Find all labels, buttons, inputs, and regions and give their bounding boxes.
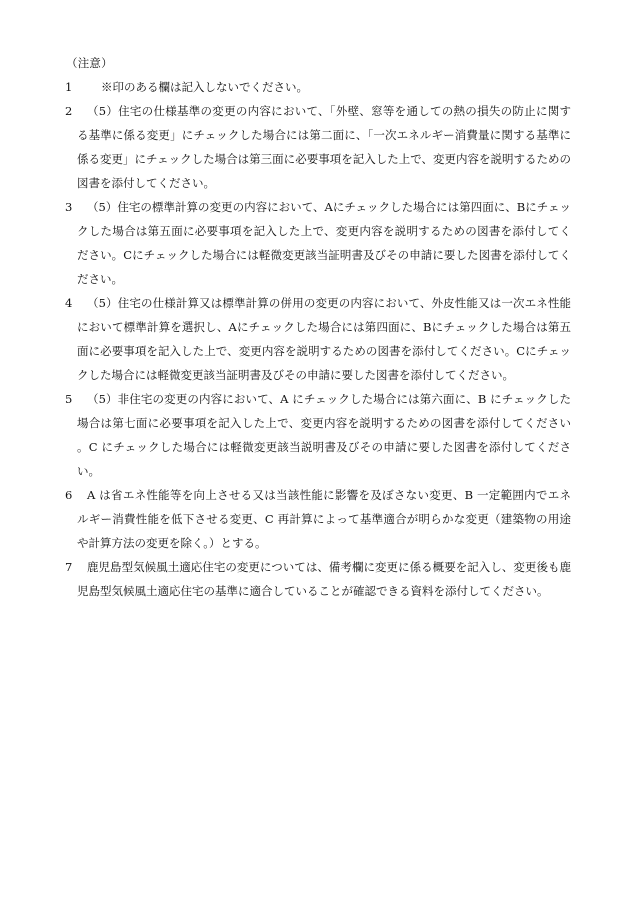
note-text: （5）住宅の仕様計算又は標準計算の併用の変更の内容において、外皮性能又は一次エネ性能において標準計算を選択し、Aにチェックした場合には第四面に、Bにチェックした場合は第五面に必要事項を記入した上で、変更内容を説明するための図書を添付してください。Cにチェックした場合には軽微変更該当証明書及びその申請に要した図書を添付してください。 <box>77 296 571 382</box>
note-item <box>0 99 630 195</box>
note-item <box>0 291 630 387</box>
note-text: （5）非住宅の変更の内容において、A にチェックした場合には第六面に、B にチェックした場合は第七面に必要事項を記入した上で、変更内容を説明するための図書を添付してください。C にチェックした場合には軽微変更該当説明書及びその申請に要した図書を添付してください。 <box>77 392 571 478</box>
note-item <box>0 483 630 555</box>
note-number: 4 <box>65 296 73 310</box>
note-number: 1 <box>65 80 73 94</box>
note-text: （5）住宅の標準計算の変更の内容において、Aにチェックした場合には第四面に、Bにチェックした場合は第五面に必要事項を記入した上で、変更内容を説明するための図書を添付してください。Cにチェックした場合には軽微変更該当証明書及びその申請に要した図書を添付してください。 <box>77 200 571 286</box>
note-number: 3 <box>65 200 73 214</box>
note-text: （5）住宅の仕様基準の変更の内容において、「外壁、窓等を通しての熱の損失の防止に関する基準に係る変更」にチェックした場合には第二面に、「一次エネルギー消費量に関する基準に係る変更」にチェックした場合は第三面に必要事項を記入した上で、変更内容を説明するための図書を添付してください。 <box>77 104 571 190</box>
note-number: 7 <box>65 560 73 574</box>
note-item <box>0 75 630 99</box>
note-number: 6 <box>65 488 73 502</box>
note-text: A は省エネ性能等を向上させる又は当該性能に影響を及ぼさない変更、B 一定範囲内でエネルギー消費性能を低下させる変更、C 再計算によって基準適合が明らかな変更（建築物の用途や計算方法の変更を除く。）とする。 <box>77 488 571 550</box>
note-text: 鹿児島型気候風土適応住宅の変更については、備考欄に変更に係る概要を記入し、変更後も鹿児島型気候風土適応住宅の基準に適合していることが確認できる資料を添付してください。 <box>77 560 571 598</box>
note-number: 2 <box>65 104 73 118</box>
note-number: 5 <box>65 392 73 406</box>
notes-heading: （注意） <box>66 56 113 70</box>
note-item <box>0 555 630 603</box>
note-text: ※印のある欄は記入しないでください。 <box>101 80 308 94</box>
note-item <box>0 195 630 291</box>
note-item <box>0 387 630 483</box>
notes-list <box>0 75 630 603</box>
